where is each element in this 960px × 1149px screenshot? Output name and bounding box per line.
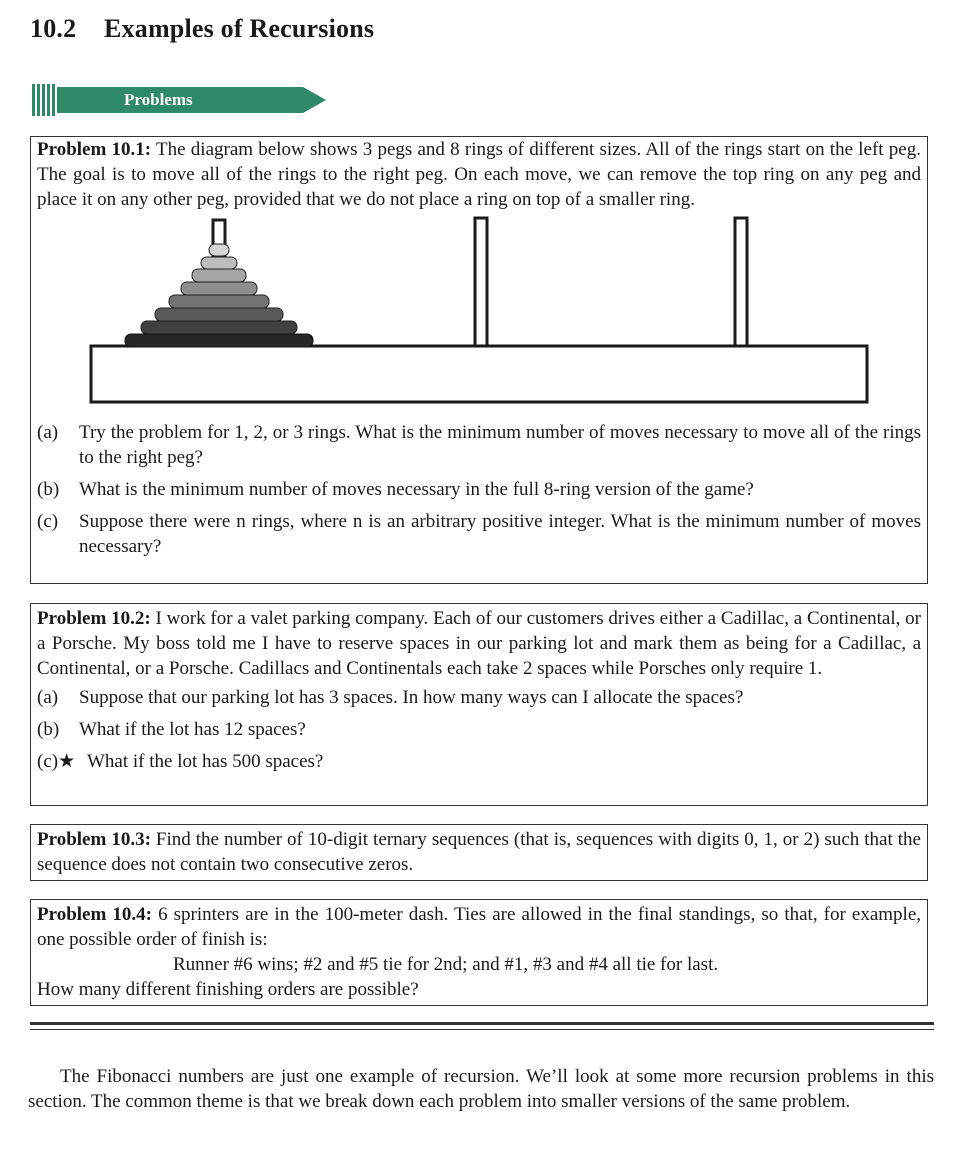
part-a: (a) Try the problem for 1, 2, or 3 rings. What is the minimum number of moves necessary to move all of the rings to the right peg? — [37, 422, 921, 468]
ring-5 — [169, 295, 269, 308]
ring-1 — [209, 244, 229, 256]
section-divider — [30, 1022, 934, 1025]
section-title: Examples of Recursions — [104, 14, 375, 43]
problem-text: I work for a valet parking company. Each of our customers drives either a Cadillac, a Continental, or a Porsche. My boss told me I have to reserve spaces in our parking lot and mark them as being for a Cadillac, a Continental, or a Porsche. Cadillacs and Continentals each take 2 spaces while Porsches only require 1. — [37, 608, 921, 679]
problem-label: Problem 10.3: — [37, 829, 151, 850]
towers-of-hanoi-diagram — [37, 214, 917, 414]
banner-label: Problems — [124, 90, 193, 109]
ring-4 — [181, 282, 257, 295]
part-c: (c)★ What if the lot has 500 spaces? — [37, 751, 324, 772]
problem-10-2 — [30, 603, 928, 806]
problem-parts — [37, 685, 921, 774]
example-finish: Runner #6 wins; #2 and #5 tie for 2nd; and #1, #3 and #4 all tie for last. — [173, 954, 719, 975]
ring-7 — [141, 321, 297, 334]
problem-10-4 — [30, 899, 928, 1006]
problem-text: 6 sprinters are in the 100-meter dash. Ties are allowed in the final standings, so that, for example, one possible order of finish is: — [37, 904, 922, 950]
problem-10-1 — [30, 136, 928, 584]
problem-question: How many different finishing orders are possible? — [37, 979, 419, 1000]
problem-text: The diagram below shows 3 pegs and 8 rings of different sizes. All of the rings start on the left peg. The goal is to move all of the rings to the right peg. On each move, we can remove the top ring on any peg and place it on any other peg, provided that we do not place a ring on top of a smaller ring. — [37, 139, 921, 210]
section-number: 10.2 — [30, 14, 77, 43]
section-divider-thin — [30, 1029, 934, 1030]
problems-banner — [32, 84, 332, 116]
problem-parts — [37, 420, 921, 559]
base-platform — [91, 346, 867, 402]
problem-label: Problem 10.1: — [37, 139, 152, 160]
ring-6 — [155, 308, 283, 321]
ring-8 — [125, 334, 313, 347]
section-heading — [30, 14, 374, 44]
problem-10-3 — [30, 824, 928, 881]
problem-statement — [37, 902, 921, 952]
part-a: (a) Suppose that our parking lot has 3 spaces. In how many ways can I allocate the spaces? — [37, 687, 744, 708]
part-b: (b) What is the minimum number of moves necessary in the full 8-ring version of the game? — [37, 479, 754, 500]
problem-label: Problem 10.2: — [37, 608, 151, 629]
problem-statement — [37, 827, 921, 877]
part-c: (c) Suppose there were n rings, where n is an arbitrary positive integer. What is the minimum number of moves necessary? — [37, 511, 921, 557]
problem-statement — [37, 137, 921, 212]
right-peg — [735, 218, 747, 346]
ring-stack — [125, 244, 313, 347]
problem-text: Find the number of 10-digit ternary sequences (that is, sequences with digits 0, 1, or 2) such that the sequence does not contain two consecutive zeros. — [37, 829, 921, 875]
problem-statement — [37, 606, 921, 681]
ring-3 — [192, 269, 246, 282]
ring-2 — [201, 257, 237, 269]
part-b: (b) What if the lot has 12 spaces? — [37, 719, 306, 740]
problem-label: Problem 10.4: — [37, 904, 152, 925]
middle-peg — [475, 218, 487, 346]
body-paragraph: The Fibonacci numbers are just one example of recursion. We’ll look at some more recursion problems in this section. The common theme is that we break down each problem into smaller versions of the same problem. — [28, 1066, 934, 1112]
